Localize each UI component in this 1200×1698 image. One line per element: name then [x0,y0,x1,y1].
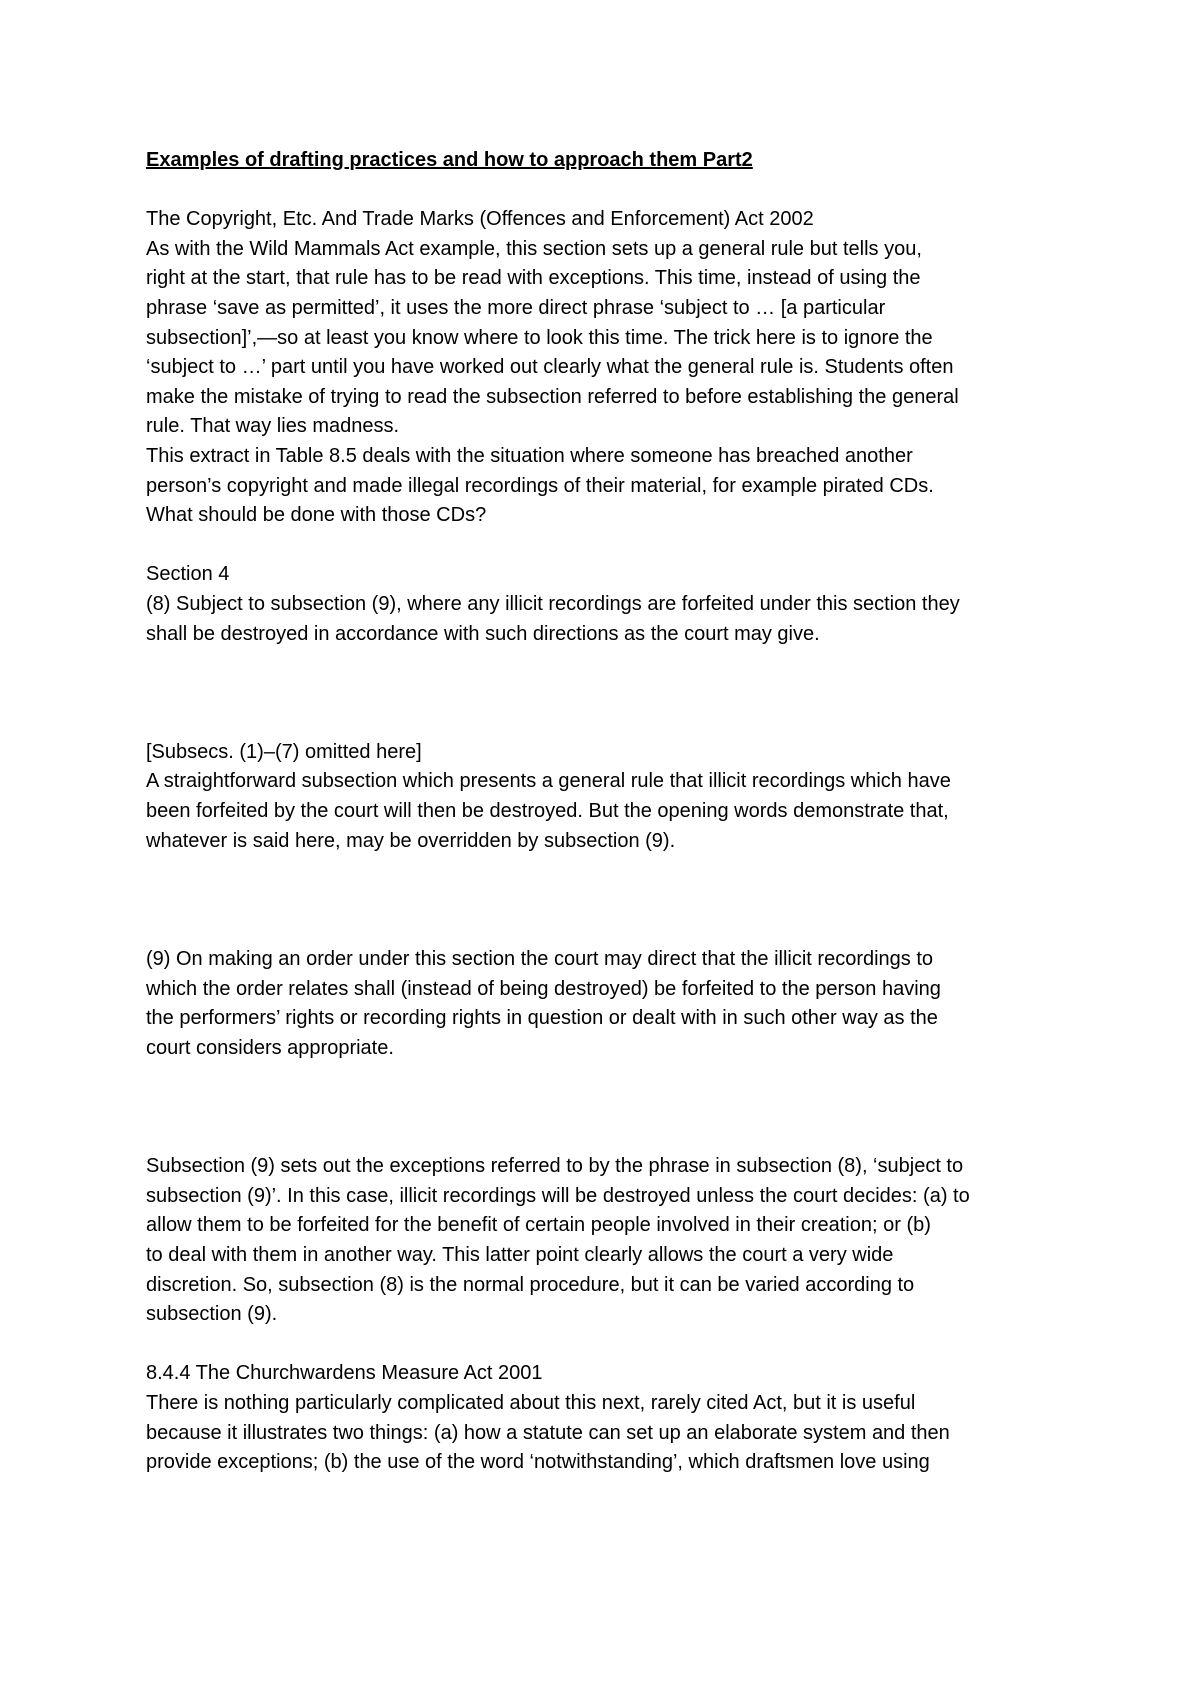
text-line: What should be done with those CDs? [146,504,487,527]
text-line: rule. That way lies madness. [146,415,400,438]
text-line: subsection (9). [146,1303,278,1326]
document-page [146,146,1070,1478]
act-heading: The Copyright, Etc. And Trade Marks (Offences and Enforcement) Act 2002 [146,208,814,231]
intro-paragraph [146,205,1070,531]
text-line: discretion. So, subsection (8) is the normal procedure, but it can be varied according to [146,1273,915,1296]
text-line: make the mistake of trying to read the subsection referred to before establishing the general [146,385,959,408]
text-line: to deal with them in another way. This latter point clearly allows the court a very wide [146,1244,894,1267]
section-heading: Section 4 [146,563,230,586]
omitted-note: [Subsecs. (1)–(7) omitted here] [146,740,422,763]
subsection-9-block [146,945,1070,1063]
text-line: As with the Wild Mammals Act example, this section sets up a general rule but tells you, [146,237,922,260]
document-title: Examples of drafting practices and how to approach them Part2 [146,149,753,171]
subsecs-block [146,738,1070,856]
text-line: provide exceptions; (b) the use of the word ‘notwithstanding’, which draftsmen love using [146,1451,930,1474]
text-line: whatever is said here, may be overridden by subsection (9). [146,829,676,852]
spacer [146,649,1070,738]
text-line: phrase ‘save as permitted’, it uses the more direct phrase ‘subject to … [a particular [146,296,886,319]
spacer [146,176,1070,206]
churchwardens-block [146,1359,1070,1477]
spacer [146,1330,1070,1360]
text-line: (9) On making an order under this section the court may direct that the illicit recordings to [146,948,934,971]
text-line: (8) Subject to subsection (9), where any illicit recordings are forfeited under this section they [146,592,960,615]
spacer [146,1063,1070,1152]
text-line: because it illustrates two things: (a) how a statute can set up an elaborate system and then [146,1421,950,1444]
text-line: Subsection (9) sets out the exceptions referred to by the phrase in subsection (8), ‘subject to [146,1155,964,1178]
text-line: person’s copyright and made illegal recordings of their material, for example pirated CDs. [146,474,934,497]
text-line: shall be destroyed in accordance with such directions as the court may give. [146,622,820,645]
text-line: ‘subject to …’ part until you have worked out clearly what the general rule is. Students often [146,356,954,379]
text-line: been forfeited by the court will then be destroyed. But the opening words demonstrate that, [146,800,949,823]
text-line: A straightforward subsection which presents a general rule that illicit recordings which have [146,770,951,793]
text-line: which the order relates shall (instead of being destroyed) be forfeited to the person having [146,977,941,1000]
text-line: court considers appropriate. [146,1036,394,1059]
subsection-heading: 8.4.4 The Churchwardens Measure Act 2001 [146,1362,543,1385]
text-line: right at the start, that rule has to be read with exceptions. This time, instead of using the [146,267,921,290]
text-line: the performers’ rights or recording rights in question or dealt with in such other way as the [146,1007,938,1030]
section-4-block [146,560,1070,649]
spacer [146,856,1070,945]
text-line: This extract in Table 8.5 deals with the situation where someone has breached another [146,444,913,467]
spacer [146,531,1070,561]
text-line: allow them to be forfeited for the benefit of certain people involved in their creation; or (b) [146,1214,931,1237]
text-line: There is nothing particularly complicated about this next, rarely cited Act, but it is useful [146,1391,916,1414]
text-line: subsection (9)’. In this case, illicit recordings will be destroyed unless the court decides: (a) to [146,1184,970,1207]
text-line: subsection]’,—so at least you know where to look this time. The trick here is to ignore the [146,326,933,349]
explanation-paragraph [146,1152,1070,1330]
